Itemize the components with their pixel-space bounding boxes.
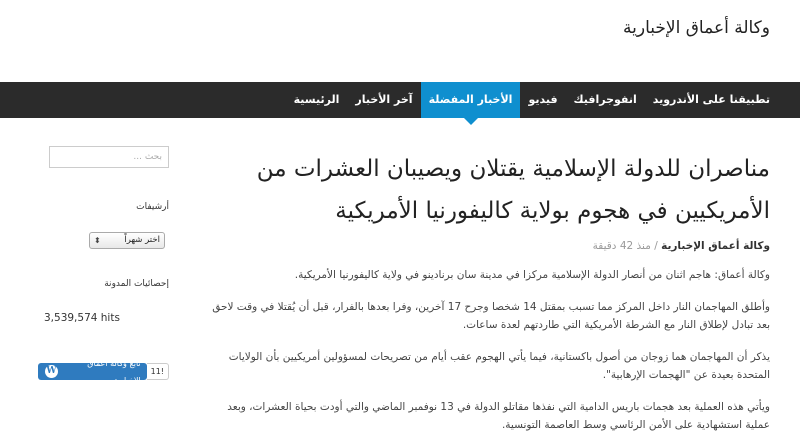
nav-item-android-app[interactable]: تطبيقنا على الأندرويد [652,93,770,106]
archives-dropdown-value: اختر شهراً [124,235,160,245]
follow-widget [38,358,169,385]
main-navigation [0,82,800,118]
paragraph-1: وكالة أعماق: هاجم اثنان من أنصار الدولة الإسلامية مركزا في مدينة سان برنادينو في ولاية كاليفورنيا الأمريكية. [294,269,770,281]
nav-item-video[interactable]: فيديو [528,93,558,106]
nav-item-latest-news[interactable]: آخر الأخبار [355,93,413,106]
blog-stats-title: إحصائيات المدونة [104,279,169,289]
paragraph-2: وأطلق المهاجمان النار داخل المركز مما تسبب بمقتل 14 شخصا وجرح 17 آخرين، وفرا بعدها بالفرار، قبل أن يُقتلا في وقت لاحق بعد تبادل لإطلاق النار مع الشرطة الأمريكية التي طاردتهم لعدة ساعات. [212,301,770,331]
paragraph-3: يذكر أن المهاجمان هما زوجان من أصول باكستانية، فيما يأتي الهجوم عقب أيام من تصريحات لمسؤولين أمريكيين بأن الولايات المتحدة بعيدة عن "الهجمات الإرهابية". [228,351,770,381]
paragraph-4: ويأتي هذه العملية بعد هجمات باريس الدامية التي نفذها مقاتلو الدولة في 13 نوفمبر الماضي والتي أودت بحياة العشرات، وبعد عملية استشهادية على الأمن الرئاسي وسط العاصمة التونسية. [227,401,770,431]
archives-widget-title: أرشيفات [136,202,169,212]
post-title[interactable]: مناصران للدولة الإسلامية يقتلان ويصيبان العشرات من الأمريكيين في هجوم بولاية كاليفورنيا الأمريكية [256,156,770,224]
follow-button-label: تابع وكالة أعماق الإخبارية [87,358,141,385]
post-time[interactable]: منذ 42 دقيقة [592,240,651,252]
post-meta [200,240,770,254]
nav-item-infographic[interactable]: انفوجرافيك [573,93,637,106]
hits-counter: 3,539,574 hits [44,312,120,324]
archives-dropdown[interactable] [89,232,165,249]
meta-separator: / [650,240,662,252]
nav-item-favorite-news[interactable]: الأخبار المفضلة [421,82,521,118]
dropdown-arrows-icon: ⬍ [94,236,101,245]
sidebar [44,146,169,385]
post-author[interactable]: وكالة أعماق الإخبارية [661,240,770,252]
follower-count: 11! [147,363,169,380]
site-title[interactable]: وكالة أعماق الإخبارية [623,18,770,38]
wordpress-icon: W [46,366,57,376]
search-input[interactable]: بحث ... [49,146,169,168]
nav-menu [286,82,778,118]
follow-button[interactable] [38,358,147,385]
nav-item-home[interactable]: الرئيسية [293,93,340,106]
article [200,148,770,445]
post-content [200,266,770,434]
